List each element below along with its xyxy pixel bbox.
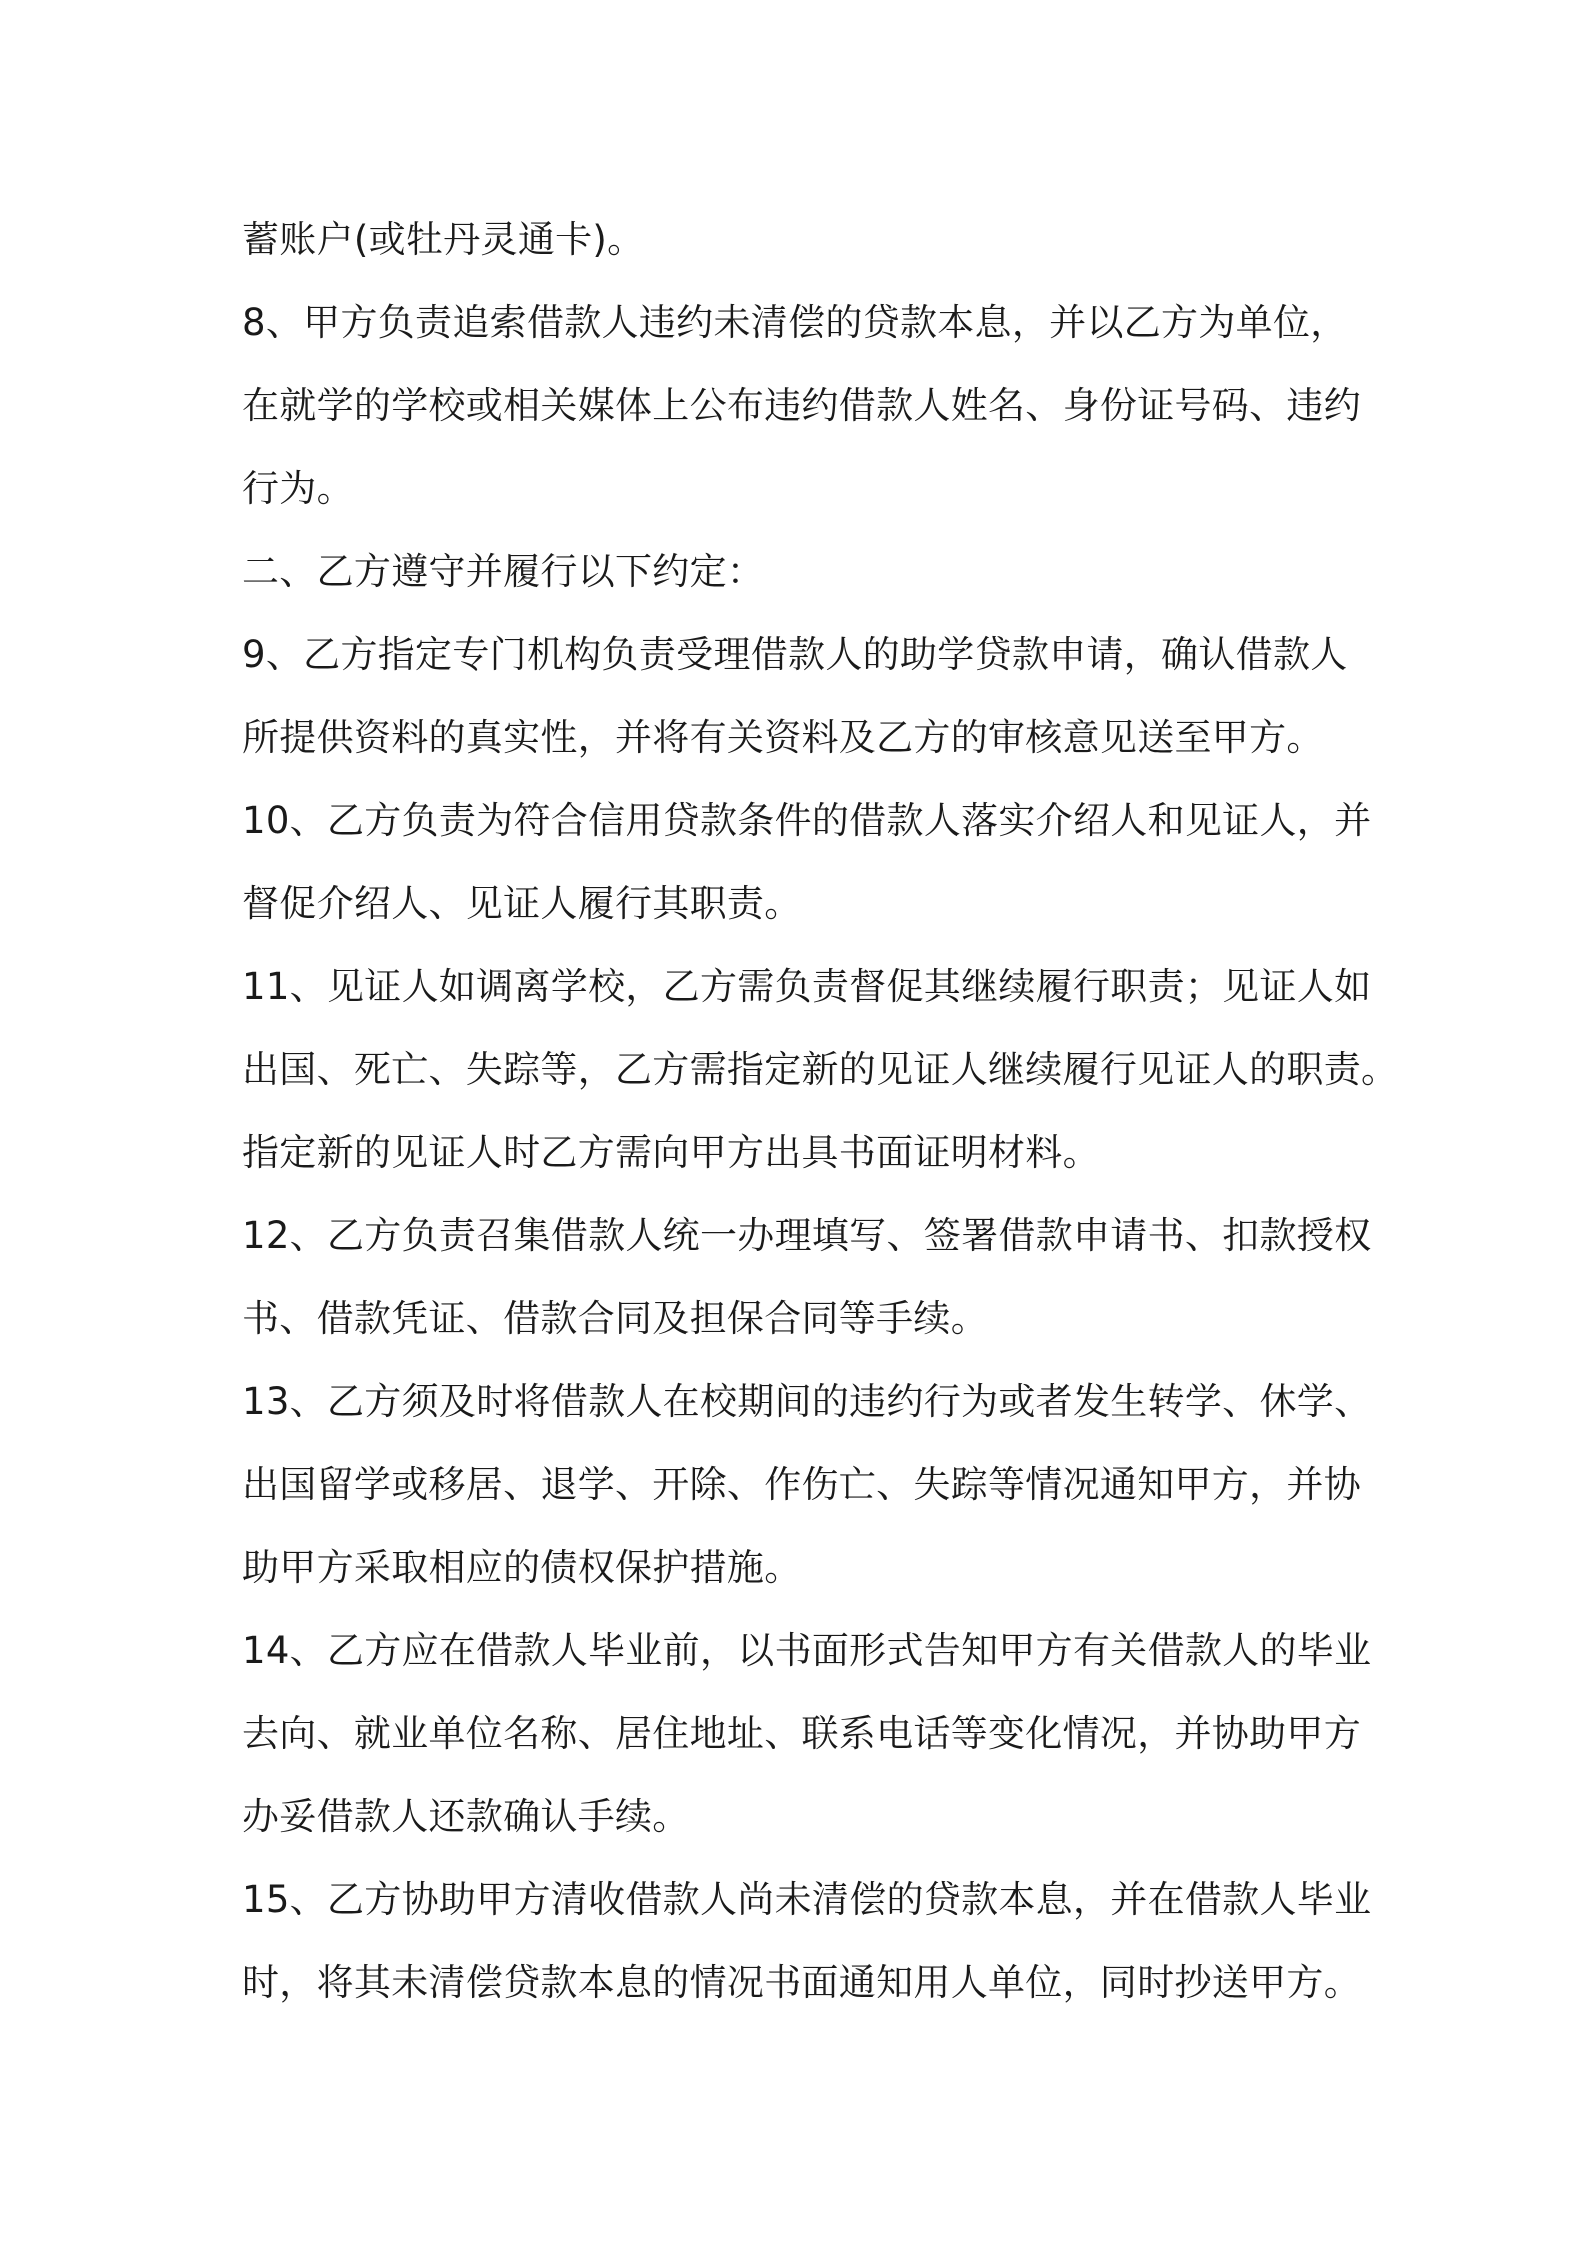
text-line: 督促介绍人、见证人履行其职责。: [242, 882, 802, 925]
document-body: [242, 198, 1399, 2024]
text-line: 时，将其未清偿贷款本息的情况书面通知用人单位，同时抄送甲方。: [242, 1961, 1361, 2004]
section-heading: 二、乙方遵守并履行以下约定：: [242, 550, 765, 593]
text-line: 书、借款凭证、借款合同及担保合同等手续。: [242, 1297, 988, 1340]
text-line: 11、见证人如调离学校，乙方需负责督促其继续履行职责；见证人如: [242, 965, 1372, 1008]
text-line: 去向、就业单位名称、居住地址、联系电话等变化情况，并协助甲方: [242, 1712, 1361, 1755]
text-line: 12、乙方负责召集借款人统一办理填写、签署借款申请书、扣款授权: [242, 1214, 1372, 1257]
text-line: 15、乙方协助甲方清收借款人尚未清偿的贷款本息，并在借款人毕业: [242, 1878, 1372, 1921]
text-line: 8、甲方负责追索借款人违约未清偿的贷款本息，并以乙方为单位，: [242, 301, 1348, 344]
text-line: 指定新的见证人时乙方需向甲方出具书面证明材料。: [242, 1131, 1100, 1174]
text-line: 办妥借款人还款确认手续。: [242, 1795, 690, 1838]
text-line: 蓄账户(或牡丹灵通卡)。: [242, 218, 645, 261]
text-line: 在就学的学校或相关媒体上公布违约借款人姓名、身份证号码、违约: [242, 384, 1361, 427]
text-line: 14、乙方应在借款人毕业前，以书面形式告知甲方有关借款人的毕业: [242, 1629, 1372, 1672]
text-line: 9、乙方指定专门机构负责受理借款人的助学贷款申请，确认借款人: [242, 633, 1348, 676]
text-line: 所提供资料的真实性，并将有关资料及乙方的审核意见送至甲方。: [242, 716, 1324, 759]
text-line: 出国、死亡、失踪等，乙方需指定新的见证人继续履行见证人的职责。: [242, 1048, 1399, 1091]
text-line: 助甲方采取相应的债权保护措施。: [242, 1546, 802, 1589]
text-line: 出国留学或移居、退学、开除、作伤亡、失踪等情况通知甲方，并协: [242, 1463, 1361, 1506]
text-line: 行为。: [242, 467, 354, 510]
text-line: 10、乙方负责为符合信用贷款条件的借款人落实介绍人和见证人，并: [242, 799, 1372, 842]
text-line: 13、乙方须及时将借款人在校期间的违约行为或者发生转学、休学、: [242, 1380, 1372, 1423]
